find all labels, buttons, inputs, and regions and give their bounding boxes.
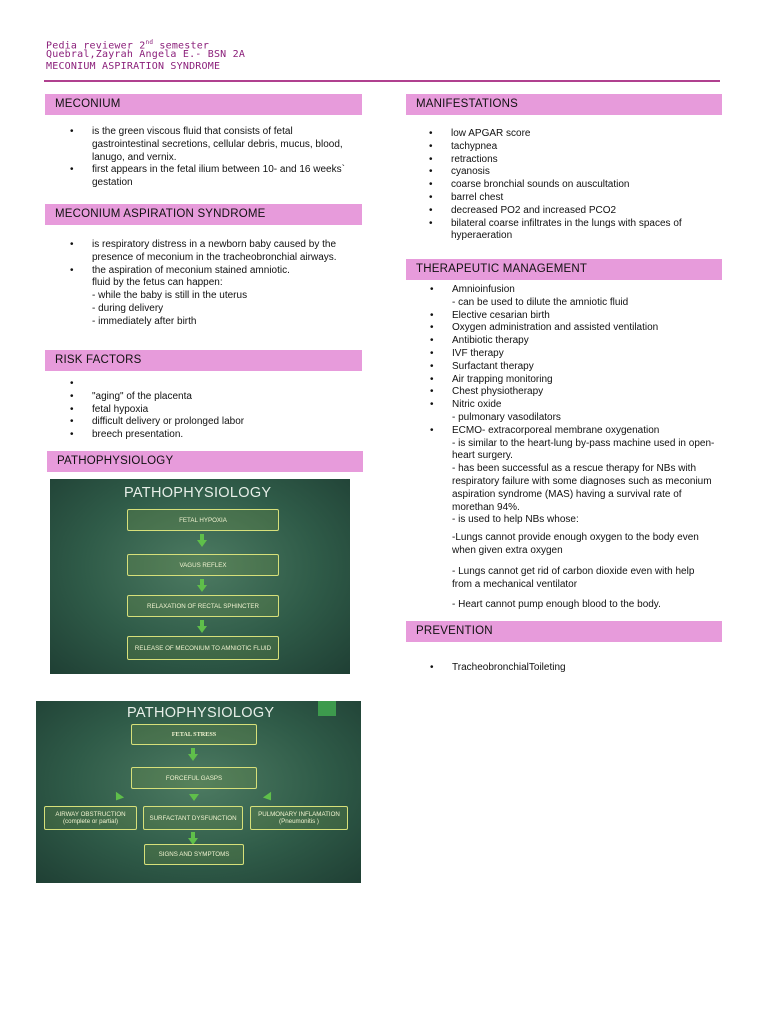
list-item-sub: - has been successful as a rescue therapy for NBs with respiratory failure with some diagnoses such as meconium aspiration syndrome (MAS) having a survival rate of morethan 94%.: [452, 463, 712, 513]
doc-header-author: Quebral,Zayrah Angela E.- BSN 2A: [46, 49, 246, 60]
slide-title: PATHOPHYSIOLOGY: [124, 485, 272, 501]
list-item: • Chest physiotherapy: [430, 386, 722, 399]
list-item: • difficult delivery or prolonged labor: [70, 416, 360, 429]
list-item: • is the green viscous fluid that consists of fetal gastrointestinal secretions, cellular debris, mucus, blood, lanugo, and vernix.: [70, 126, 360, 164]
section-heading-patho: PATHOPHYSIOLOGY: [47, 451, 363, 472]
ecmo-need-3: - Heart cannot pump enough blood to the body.: [452, 599, 661, 610]
flow-box-vagus-reflex: VAGUS REFLEX: [127, 554, 279, 576]
section-heading-prevention: PREVENTION: [406, 621, 722, 642]
manifestations-list: [429, 128, 719, 243]
flow-box-relaxation: RELAXATION OF RECTAL SPHINCTER: [127, 595, 279, 617]
section-heading-mas: MECONIUM ASPIRATION SYNDROME: [45, 204, 362, 225]
green-square-decoration: [318, 701, 336, 716]
list-item: • Elective cesarian birth: [430, 310, 722, 323]
therapeutic-list: [430, 284, 722, 527]
list-item: [430, 399, 722, 425]
list-item: • decreased PO2 and increased PCO2: [429, 205, 719, 218]
list-item: • retractions: [429, 154, 719, 167]
flow-box-forceful-gasps: FORCEFUL GASPS: [131, 767, 257, 789]
list-item: • fetal hypoxia: [70, 404, 360, 417]
section-heading-risk: RISK FACTORS: [45, 350, 362, 371]
flow-arrow: [188, 754, 198, 761]
list-item-text: • the aspiration of meconium stained amniotic.: [92, 264, 290, 276]
ecmo-need-2: - Lungs cannot get rid of carbon dioxide even with help from a mechanical ventilator: [452, 566, 695, 590]
flow-box-signs-symptoms: SIGNS AND SYMPTOMS: [144, 844, 244, 865]
list-item: [70, 378, 360, 391]
section-heading-manifestations: MANIFESTATIONS: [406, 94, 722, 115]
flow-box-fetal-stress: FETAL STRESS: [131, 724, 257, 745]
list-item: [430, 425, 722, 527]
list-item: • barrel chest: [429, 192, 719, 205]
flow-box-pulmonary-inflamation: PULMONARY INFLAMATION (Pneumonitis ): [250, 806, 348, 830]
doc-header-topic: MECONIUM ASPIRATION SYNDROME: [46, 61, 221, 72]
list-item: • TracheobronchialToileting: [430, 662, 720, 675]
slide-title: PATHOPHYSIOLOGY: [127, 705, 275, 721]
flow-box-release: RELEASE OF MECONIUM TO AMNIOTIC FLUID: [127, 636, 279, 660]
flow-arrow-right: [263, 792, 275, 803]
list-item-text: • ECMO- extracorporeal membrane oxygenation: [452, 424, 660, 436]
list-item: [430, 284, 722, 310]
flow-box-fetal-hypoxia: FETAL HYPOXIA: [127, 509, 279, 531]
flow-arrow: [197, 540, 207, 547]
list-item: • low APGAR score: [429, 128, 719, 141]
list-item: • first appears in the fetal ilium between 10- and 16 weeks` gestation: [70, 164, 360, 190]
list-item: • Surfactant therapy: [430, 361, 722, 374]
list-item: • Oxygen administration and assisted ventilation: [430, 322, 722, 335]
flow-arrow: [197, 585, 207, 592]
list-item-sub: - pulmonary vasodilators: [452, 411, 561, 423]
section-heading-meconium: MECONIUM: [45, 94, 362, 115]
flow-arrow-mid: [189, 794, 199, 801]
header-divider: [44, 80, 720, 82]
list-item-sub: - is similar to the heart-lung by-pass machine used in open-heart surgery.: [452, 437, 715, 462]
list-item: • coarse bronchial sounds on auscultation: [429, 179, 719, 192]
flow-box-airway-obstruction: AIRWAY OBSTRUCTION (complete or partial): [44, 806, 137, 830]
list-item: • Air trapping monitoring: [430, 374, 722, 387]
list-item: • breech presentation.: [70, 429, 360, 442]
list-item-sub: - is used to help NBs whose:: [452, 514, 579, 526]
list-item: • cyanosis: [429, 166, 719, 179]
list-item-sub: - can be used to dilute the amniotic fluid: [452, 296, 629, 308]
flow-box-surfactant-dysfunction: SURFACTANT DYSFUNCTION: [143, 806, 243, 830]
list-item-text: • Amnioinfusion: [452, 284, 515, 295]
pathophysiology-slide-1: [50, 479, 350, 674]
list-item: • tachypnea: [429, 141, 719, 154]
list-item-line: - while the baby is still in the uterus: [92, 290, 248, 302]
list-item: • bilateral coarse infiltrates in the lungs with spaces of hyperaeration: [429, 218, 719, 244]
pathophysiology-slide-2: [36, 701, 361, 883]
risk-list: [70, 378, 360, 442]
list-item-line: - immediately after birth: [92, 315, 197, 327]
list-item: • Antibiotic therapy: [430, 335, 722, 348]
ecmo-need-1: -Lungs cannot provide enough oxygen to the body even when given extra oxygen: [452, 532, 699, 556]
meconium-list: [70, 126, 360, 190]
prevention-list: [430, 662, 720, 675]
mas-list: [70, 239, 360, 329]
list-item-line: - during delivery: [92, 302, 164, 314]
flow-arrow-left: [112, 792, 124, 803]
doc-header-line1: Pedia reviewer 2nd semester: [46, 39, 210, 52]
list-item: • "aging" of the placenta: [70, 391, 360, 404]
list-item: • is respiratory distress in a newborn baby caused by the presence of meconium in the tracheobronchial airways.: [70, 239, 360, 265]
list-item-text: • Nitric oxide: [452, 399, 502, 411]
flow-arrow: [197, 626, 207, 633]
list-item-line: fluid by the fetus can happen:: [92, 277, 223, 289]
list-item: [70, 265, 360, 329]
section-heading-therapeutic: THERAPEUTIC MANAGEMENT: [406, 259, 722, 280]
list-item: • IVF therapy: [430, 348, 722, 361]
